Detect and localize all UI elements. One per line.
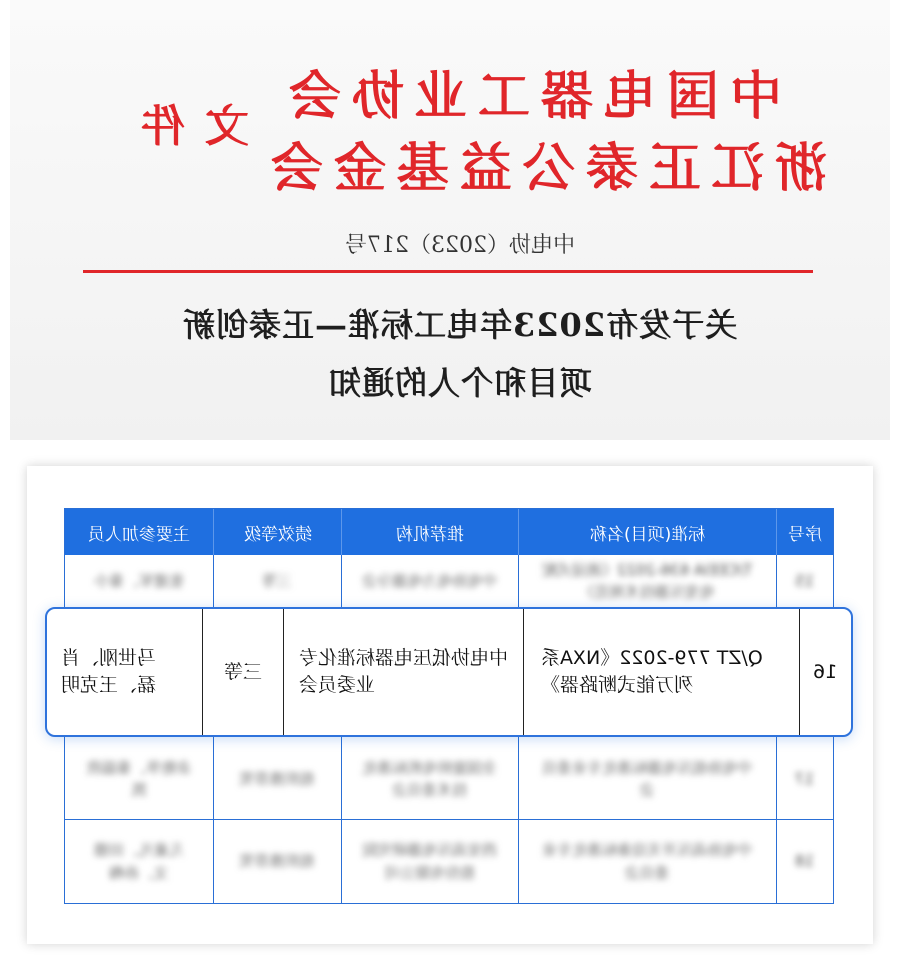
cell-grade: 三等: [223, 660, 262, 683]
cell-grade: 组织推荐奖: [239, 852, 315, 871]
cell-no: 17: [794, 769, 815, 788]
table-row: [65, 820, 833, 903]
cell-name: 中电协低压电器标准化专业委员会: [542, 758, 753, 799]
table-row: [65, 739, 833, 819]
cell-name: 中电协高压开关设备标准化专业委员会: [542, 841, 753, 882]
cell-name: T/CEEIA 636-2022《液浸式配电变压器技术规范》: [541, 560, 753, 601]
cell-org: 全国旋转电机标准化技术委员会: [362, 758, 498, 799]
cell-org: 中电协低压电器标准化专业委员会: [298, 647, 508, 696]
document-header: [10, 0, 890, 440]
cell-no: 15: [794, 571, 815, 590]
issuer-line-2: 浙江正泰公益基金会: [260, 138, 828, 199]
cell-no: 18: [794, 852, 815, 871]
header-people: 主要参加人员: [88, 524, 190, 545]
header-grade: 绩效等级: [213, 509, 341, 555]
header-no: 序号: [776, 509, 833, 555]
doc-title-line-1: 关于发布2023年电工标准—正泰创新: [182, 306, 738, 344]
table-header-row: [65, 509, 833, 555]
cell-org: 西安高压电器研究院股份有限公司: [362, 841, 498, 882]
table-row: [65, 555, 833, 607]
red-divider: [83, 270, 813, 273]
cell-people: 余艳华、秦磊欣凯: [86, 758, 192, 799]
cell-org: 中电协电力电器分会: [361, 571, 497, 590]
highlighted-table-row: [45, 607, 853, 737]
header-org: 推荐机构: [341, 509, 518, 555]
cell-name: Q/ZT 779-2022《NXA系列万能式断路器》: [541, 647, 763, 696]
doc-number: 中电协（2023）217号: [345, 233, 575, 258]
issuer-line-1: 中国电器工业协会: [277, 66, 782, 127]
cell-people: 儿童凡、田德文、孙梅: [94, 841, 185, 882]
cell-no: 16: [813, 660, 838, 683]
doc-title-line-2: 项目和个人的通知: [327, 364, 592, 402]
cell-people: 张建军、秦小: [93, 571, 184, 590]
cell-grade: 组织推荐奖: [239, 769, 315, 788]
header-name: 标准(项目)名称: [518, 509, 776, 555]
doc-type-label: 文件: [121, 101, 249, 152]
cell-grade: 三等: [261, 571, 292, 590]
cell-people: 马世刚、肖磊、王克明: [61, 647, 157, 696]
